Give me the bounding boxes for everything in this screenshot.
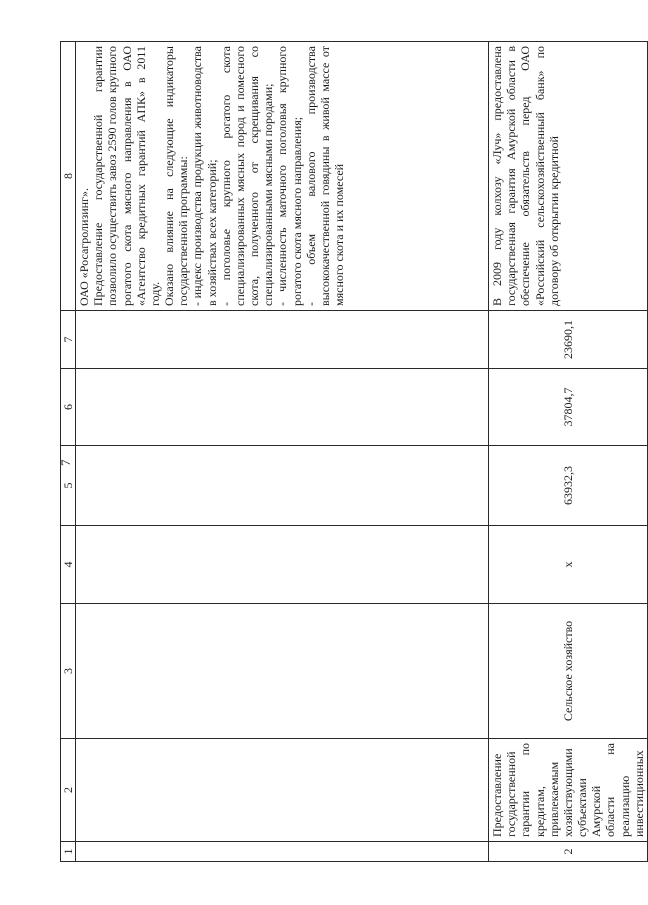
cell-col6: 37804,7	[489, 369, 648, 446]
cell	[76, 526, 489, 604]
cell	[76, 369, 489, 446]
header-col-1: 1	[61, 842, 76, 862]
data-table	[60, 41, 648, 862]
rotated-table-container	[60, 42, 646, 862]
header-col-7: 7	[61, 311, 76, 369]
table-row	[489, 42, 648, 862]
cell-measure-name: Предоставление государственной гарантии по кредитам, привлекаемым хозяйствующими субъектами Амурской области на реализацию инвестиционных	[489, 739, 648, 842]
cell-row-number: 2	[489, 842, 648, 862]
header-col-5: 5	[61, 446, 76, 526]
header-col-3: 3	[61, 604, 76, 739]
header-col-2: 2	[61, 739, 76, 842]
cell-sector: Сельское хозяйство	[489, 604, 648, 739]
cell	[76, 446, 489, 526]
cell-col4: х	[489, 526, 648, 604]
table-row	[76, 42, 489, 862]
header-col-4: 4	[61, 526, 76, 604]
cell	[76, 311, 489, 369]
cell-col7: 23690,1	[489, 311, 648, 369]
cell-col5: 63932,3	[489, 446, 648, 526]
cell	[76, 739, 489, 842]
cell-results-text: ОАО «Росагролизинг». Предоставление государственной гарантии позволило осуществить завоз 2590 голов крупного рогатого скота мясного направления в ОАО «Агентство кредитных гарантий АПК» в 2011 году. Оказано влияние на следующие индикаторы государственной программы: - индекс производства продукции животноводства в хозяйствах всех категорий; - поголовье крупного рогатого скота специализированных мясных пород и помесного скота, полученного от скрещивания со специализированными мясными породами; - численность маточного поголовья крупного рогатого скота мясного направления; - объем валового производства высококачественной говядины в живой массе от мясного скота и их помесей	[76, 42, 489, 311]
cell	[76, 604, 489, 739]
cell-results-text: В 2009 году колхозу «Луч» предоставлена государственная гарантия Амурской области в обеспечение обязательств перед ОАО «Российский сельскохозяйственный банк» по договору об открытии кредитной	[489, 42, 648, 311]
header-col-6: 6	[61, 369, 76, 446]
cell	[76, 842, 489, 862]
table-header-row	[61, 42, 76, 862]
header-col-8: 8	[61, 42, 76, 311]
page-number: 7	[58, 459, 73, 466]
